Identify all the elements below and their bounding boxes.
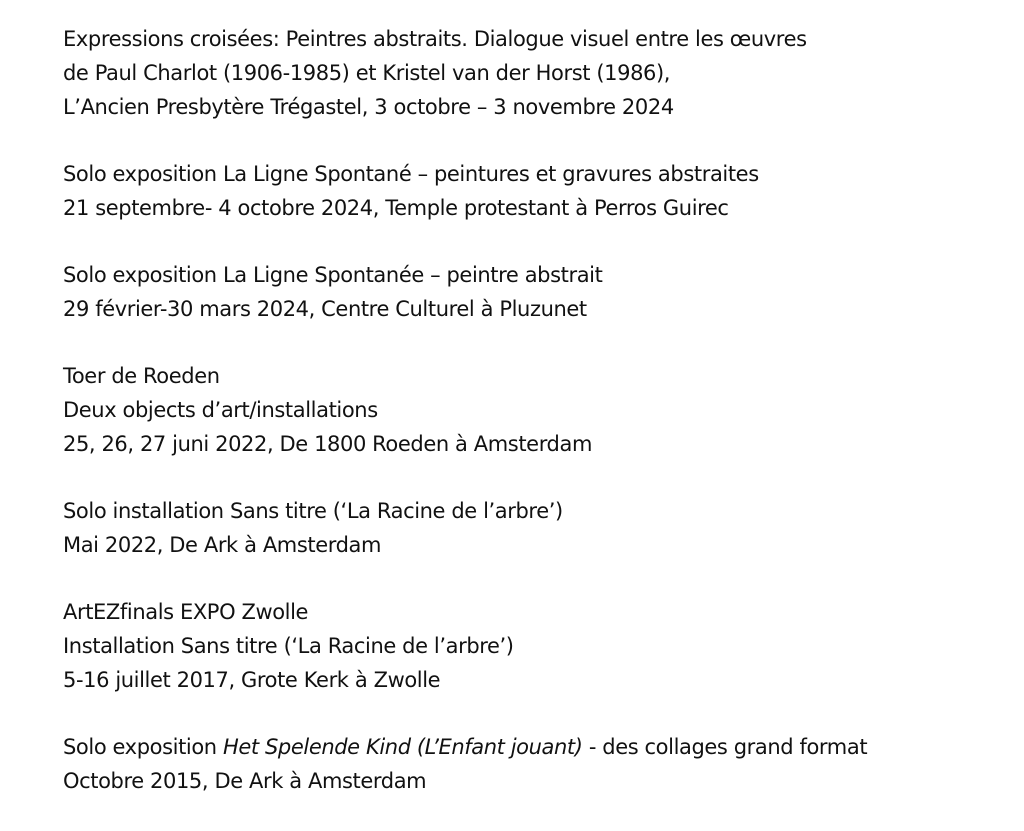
exhibition-entry	[63, 258, 1013, 326]
entry-line: L’Ancien Presbytère Trégastel, 3 octobre – 3 novembre 2024	[63, 95, 674, 119]
exhibition-entry	[63, 730, 1013, 798]
entry-text-prefix: Solo exposition	[63, 735, 223, 759]
entry-line: Mai 2022, De Ark à Amsterdam	[63, 533, 382, 557]
entry-line: Solo exposition La Ligne Spontanée – peintre abstrait	[63, 263, 603, 287]
exhibition-entry	[63, 157, 1013, 225]
entry-line: 25, 26, 27 juni 2022, De 1800 Roeden à Amsterdam	[63, 432, 593, 456]
entry-line: 5-16 juillet 2017, Grote Kerk à Zwolle	[63, 668, 441, 692]
entry-line: Expressions croisées: Peintres abstraits. Dialogue visuel entre les œuvres	[63, 27, 807, 51]
exhibition-entry	[63, 595, 1013, 697]
entry-line	[63, 730, 1013, 764]
entry-line: 21 septembre- 4 octobre 2024, Temple protestant à Perros Guirec	[63, 196, 729, 220]
exhibition-list	[63, 22, 1013, 831]
entry-line: Solo installation Sans titre (‘La Racine de l’arbre’)	[63, 499, 563, 523]
entry-line: Solo exposition La Ligne Spontané – peintures et gravures abstraites	[63, 162, 759, 186]
exhibition-entry	[63, 22, 1013, 124]
exhibition-entry	[63, 494, 1013, 562]
entry-line: Toer de Roeden	[63, 364, 220, 388]
entry-line: de Paul Charlot (1906-1985) et Kristel van der Horst (1986),	[63, 61, 671, 85]
entry-work-title: Het Spelende Kind (L’Enfant jouant)	[222, 735, 583, 759]
entry-line: ArtEZfinals EXPO Zwolle	[63, 600, 309, 624]
entry-line: Installation Sans titre (‘La Racine de l’arbre’)	[63, 634, 514, 658]
entry-text-suffix: - des collages grand format	[582, 735, 868, 759]
entry-line: Octobre 2015, De Ark à Amsterdam	[63, 769, 427, 793]
entry-line: 29 février-30 mars 2024, Centre Culturel à Pluzunet	[63, 297, 587, 321]
exhibition-entry	[63, 359, 1013, 461]
entry-line: Deux objects d’art/installations	[63, 398, 378, 422]
